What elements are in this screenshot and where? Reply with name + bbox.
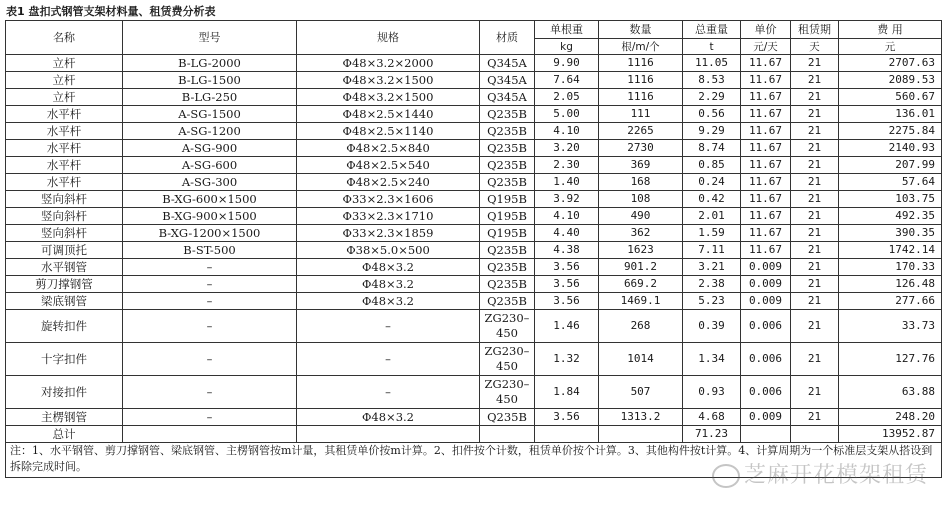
cell-cost: 207.99 [839, 157, 942, 174]
cell-spec: – [297, 376, 480, 409]
col-spec: 规格 [297, 21, 480, 55]
cell-total: 0.85 [683, 157, 741, 174]
cell-total: 2.38 [683, 276, 741, 293]
cell-price: 0.006 [741, 310, 791, 343]
cell-weight: 1.40 [535, 174, 599, 191]
cell-qty: 362 [599, 225, 683, 242]
cell-price: 11.67 [741, 208, 791, 225]
table-row [6, 72, 942, 89]
cell-name: 立杆 [6, 89, 123, 106]
cell-qty: 268 [599, 310, 683, 343]
col-unit-price: 单价 [741, 21, 791, 39]
cell-qty: 2265 [599, 123, 683, 140]
cell-material: Q235B [480, 140, 535, 157]
col-unit-weight: 单根重 [535, 21, 599, 39]
table-row [6, 140, 942, 157]
cell-total: 3.21 [683, 259, 741, 276]
cell-spec: Φ48×2.5×840 [297, 140, 480, 157]
cell-material: Q195B [480, 191, 535, 208]
cell-qty: 168 [599, 174, 683, 191]
cell-days: 21 [791, 242, 839, 259]
cell-total: 9.29 [683, 123, 741, 140]
cell-qty: 2730 [599, 140, 683, 157]
cell-price: 0.009 [741, 259, 791, 276]
cell-cost: 390.35 [839, 225, 942, 242]
cell-spec: Φ48×3.2×1500 [297, 89, 480, 106]
cell-qty: 1014 [599, 343, 683, 376]
cell-name: 剪刀撑钢管 [6, 276, 123, 293]
cell-qty: 1623 [599, 242, 683, 259]
cell-cost: 2089.53 [839, 72, 942, 89]
cell-model: A-SG-600 [123, 157, 297, 174]
cell-price: 11.67 [741, 72, 791, 89]
cell-cost: 103.75 [839, 191, 942, 208]
cell-cost: 277.66 [839, 293, 942, 310]
cell-days: 21 [791, 310, 839, 343]
total-weight-sum: 71.23 [683, 426, 741, 443]
cell-material: Q235B [480, 174, 535, 191]
cell-days: 21 [791, 343, 839, 376]
table-row [6, 343, 942, 376]
cell-weight: 1.84 [535, 376, 599, 409]
cell-days: 21 [791, 276, 839, 293]
cell-model: – [123, 276, 297, 293]
cell-weight: 9.90 [535, 55, 599, 72]
cell-cost: 33.73 [839, 310, 942, 343]
cell-cost: 57.64 [839, 174, 942, 191]
table-row [6, 208, 942, 225]
cell-name: 十字扣件 [6, 343, 123, 376]
cell-spec: Φ48×3.2×2000 [297, 55, 480, 72]
cell-material: ZG230–450 [480, 310, 535, 343]
cell-total: 5.23 [683, 293, 741, 310]
cell-weight: 3.56 [535, 276, 599, 293]
watermark [712, 458, 928, 489]
cell-weight: 3.92 [535, 191, 599, 208]
cell-total: 8.74 [683, 140, 741, 157]
cell-price: 0.009 [741, 293, 791, 310]
cell-cost: 136.01 [839, 106, 942, 123]
cell-name: 对接扣件 [6, 376, 123, 409]
cell-total: 0.42 [683, 191, 741, 208]
col-period: 租赁期 [791, 21, 839, 39]
cell-days: 21 [791, 174, 839, 191]
cell-price: 11.67 [741, 242, 791, 259]
cell-cost: 560.67 [839, 89, 942, 106]
table-row [6, 106, 942, 123]
cell-name: 竖向斜杆 [6, 208, 123, 225]
cell-qty: 108 [599, 191, 683, 208]
header-row [6, 21, 942, 39]
cost-unit: 元 [839, 39, 942, 55]
cell-total: 0.93 [683, 376, 741, 409]
cell-total: 11.05 [683, 55, 741, 72]
cell-total: 8.53 [683, 72, 741, 89]
cell-model: A-SG-1200 [123, 123, 297, 140]
cell-spec: Φ48×2.5×1440 [297, 106, 480, 123]
cell-name: 水平杆 [6, 106, 123, 123]
cell-qty: 669.2 [599, 276, 683, 293]
cell-days: 21 [791, 106, 839, 123]
table-row [6, 259, 942, 276]
cell-weight: 3.20 [535, 140, 599, 157]
cell-cost: 127.76 [839, 343, 942, 376]
total-row [6, 426, 942, 443]
cell-days: 21 [791, 225, 839, 242]
table-note: 注：1、水平钢管、剪刀撑钢管、梁底钢管、主楞钢管按m计量，其租赁单价按m计算。2、扣件按个计数，租赁单价按个计算。3、其他构件按t计算。4、计算周期为一个标准层支架从搭设到拆除完成时间。 [6, 443, 942, 478]
col-cost: 费 用 [839, 21, 942, 39]
cell-weight: 3.56 [535, 259, 599, 276]
cell-spec: – [297, 343, 480, 376]
cell-weight: 4.10 [535, 208, 599, 225]
cell-model: – [123, 409, 297, 426]
col-quantity: 数量 [599, 21, 683, 39]
cell-material: Q235B [480, 106, 535, 123]
cell-total: 1.59 [683, 225, 741, 242]
cell-qty: 1469.1 [599, 293, 683, 310]
table-row [6, 293, 942, 310]
watermark-text: 芝麻开花模架租赁 [744, 463, 929, 488]
cell-cost: 170.33 [839, 259, 942, 276]
cell-name: 可调顶托 [6, 242, 123, 259]
cell-model: – [123, 293, 297, 310]
cell-material: Q235B [480, 157, 535, 174]
cell-cost: 248.20 [839, 409, 942, 426]
cell-spec: Φ48×3.2 [297, 276, 480, 293]
total-cost-sum: 13952.87 [839, 426, 942, 443]
period-unit: 天 [791, 39, 839, 55]
cell-qty: 901.2 [599, 259, 683, 276]
cell-model: A-SG-1500 [123, 106, 297, 123]
cell-cost: 2707.63 [839, 55, 942, 72]
table-row [6, 174, 942, 191]
cell-cost: 2275.84 [839, 123, 942, 140]
cell-qty: 1116 [599, 72, 683, 89]
cell-name: 旋转扣件 [6, 310, 123, 343]
cell-material: Q235B [480, 293, 535, 310]
cell-days: 21 [791, 123, 839, 140]
cell-material: Q345A [480, 89, 535, 106]
cell-total: 0.39 [683, 310, 741, 343]
cell-price: 11.67 [741, 225, 791, 242]
table-row [6, 409, 942, 426]
table-row [6, 89, 942, 106]
cell-model: B-LG-2000 [123, 55, 297, 72]
cell-name: 水平杆 [6, 157, 123, 174]
cell-qty: 1116 [599, 55, 683, 72]
table-row [6, 242, 942, 259]
quantity-unit: 根/m/个 [599, 39, 683, 55]
cell-weight: 2.05 [535, 89, 599, 106]
cell-price: 11.67 [741, 191, 791, 208]
cell-name: 立杆 [6, 55, 123, 72]
cell-days: 21 [791, 140, 839, 157]
col-name: 名称 [6, 21, 123, 55]
cell-model: – [123, 259, 297, 276]
cell-weight: 2.30 [535, 157, 599, 174]
cell-spec: Φ48×3.2 [297, 293, 480, 310]
cell-material: Q345A [480, 72, 535, 89]
cell-model: A-SG-300 [123, 174, 297, 191]
table-row [6, 191, 942, 208]
cell-name: 水平杆 [6, 140, 123, 157]
cell-total: 2.29 [683, 89, 741, 106]
cell-name: 水平钢管 [6, 259, 123, 276]
cell-price: 11.67 [741, 140, 791, 157]
cell-material: Q235B [480, 259, 535, 276]
cell-material: ZG230–450 [480, 343, 535, 376]
cell-price: 0.009 [741, 276, 791, 293]
cell-days: 21 [791, 72, 839, 89]
total-label: 总计 [6, 426, 123, 443]
cell-days: 21 [791, 157, 839, 174]
cell-price: 0.009 [741, 409, 791, 426]
cell-weight: 4.10 [535, 123, 599, 140]
unit-weight-unit: kg [535, 39, 599, 55]
cell-model: B-XG-600×1500 [123, 191, 297, 208]
cell-price: 0.006 [741, 376, 791, 409]
cell-price: 11.67 [741, 55, 791, 72]
cell-total: 0.24 [683, 174, 741, 191]
cell-total: 4.68 [683, 409, 741, 426]
table-row [6, 157, 942, 174]
cell-spec: Φ48×3.2×1500 [297, 72, 480, 89]
table-body [6, 55, 942, 426]
cell-model: B-LG-250 [123, 89, 297, 106]
cell-weight: 3.56 [535, 409, 599, 426]
cell-material: Q195B [480, 225, 535, 242]
cell-model: B-XG-900×1500 [123, 208, 297, 225]
cell-days: 21 [791, 376, 839, 409]
cell-price: 11.67 [741, 157, 791, 174]
cell-weight: 7.64 [535, 72, 599, 89]
col-total-weight: 总重量 [683, 21, 741, 39]
cell-price: 0.006 [741, 343, 791, 376]
cell-material: Q235B [480, 242, 535, 259]
cell-price: 11.67 [741, 174, 791, 191]
cell-model: B-LG-1500 [123, 72, 297, 89]
cell-qty: 1116 [599, 89, 683, 106]
cell-spec: Φ48×3.2 [297, 259, 480, 276]
table-row [6, 310, 942, 343]
cell-spec: Φ33×2.3×1859 [297, 225, 480, 242]
wechat-icon [712, 464, 740, 488]
cell-qty: 111 [599, 106, 683, 123]
cell-material: ZG230–450 [480, 376, 535, 409]
cell-name: 梁底钢管 [6, 293, 123, 310]
cell-weight: 5.00 [535, 106, 599, 123]
cell-days: 21 [791, 259, 839, 276]
cell-model: – [123, 343, 297, 376]
col-material: 材质 [480, 21, 535, 55]
cell-qty: 1313.2 [599, 409, 683, 426]
cell-model: B-ST-500 [123, 242, 297, 259]
cell-name: 立杆 [6, 72, 123, 89]
cell-model: A-SG-900 [123, 140, 297, 157]
cell-name: 主楞钢管 [6, 409, 123, 426]
cell-days: 21 [791, 191, 839, 208]
cell-days: 21 [791, 89, 839, 106]
unit-price-unit: 元/天 [741, 39, 791, 55]
cell-spec: Φ48×2.5×240 [297, 174, 480, 191]
cell-qty: 369 [599, 157, 683, 174]
cell-qty: 490 [599, 208, 683, 225]
cell-material: Q235B [480, 276, 535, 293]
cell-material: Q235B [480, 123, 535, 140]
cell-model: B-XG-1200×1500 [123, 225, 297, 242]
cell-price: 11.67 [741, 89, 791, 106]
table-row [6, 55, 942, 72]
cell-material: Q195B [480, 208, 535, 225]
material-cost-table [5, 20, 942, 478]
cell-weight: 1.46 [535, 310, 599, 343]
cell-spec: Φ48×2.5×1140 [297, 123, 480, 140]
cell-spec: – [297, 310, 480, 343]
cell-weight: 3.56 [535, 293, 599, 310]
table-row [6, 276, 942, 293]
cell-cost: 126.48 [839, 276, 942, 293]
cell-name: 水平杆 [6, 123, 123, 140]
cell-spec: Φ33×2.3×1606 [297, 191, 480, 208]
cell-weight: 4.38 [535, 242, 599, 259]
cell-total: 2.01 [683, 208, 741, 225]
cell-days: 21 [791, 293, 839, 310]
cell-days: 21 [791, 208, 839, 225]
cell-cost: 1742.14 [839, 242, 942, 259]
cell-spec: Φ48×3.2 [297, 409, 480, 426]
col-model: 型号 [123, 21, 297, 55]
cell-weight: 4.40 [535, 225, 599, 242]
cell-spec: Φ38×5.0×500 [297, 242, 480, 259]
cell-cost: 492.35 [839, 208, 942, 225]
table-caption: 表1 盘扣式钢管支架材料量、租赁费分析表 [6, 5, 216, 18]
cell-name: 竖向斜杆 [6, 191, 123, 208]
total-weight-unit: t [683, 39, 741, 55]
cell-cost: 2140.93 [839, 140, 942, 157]
table-row [6, 376, 942, 409]
table-row [6, 225, 942, 242]
table-row [6, 123, 942, 140]
cell-qty: 507 [599, 376, 683, 409]
cell-days: 21 [791, 55, 839, 72]
cell-price: 11.67 [741, 106, 791, 123]
cell-name: 水平杆 [6, 174, 123, 191]
cell-days: 21 [791, 409, 839, 426]
cell-model: – [123, 376, 297, 409]
cell-model: – [123, 310, 297, 343]
cell-spec: Φ33×2.3×1710 [297, 208, 480, 225]
cell-total: 1.34 [683, 343, 741, 376]
cell-total: 0.56 [683, 106, 741, 123]
cell-total: 7.11 [683, 242, 741, 259]
cell-material: Q345A [480, 55, 535, 72]
cell-name: 竖向斜杆 [6, 225, 123, 242]
cell-material: Q235B [480, 409, 535, 426]
cell-price: 11.67 [741, 123, 791, 140]
cell-weight: 1.32 [535, 343, 599, 376]
cell-cost: 63.88 [839, 376, 942, 409]
cell-spec: Φ48×2.5×540 [297, 157, 480, 174]
